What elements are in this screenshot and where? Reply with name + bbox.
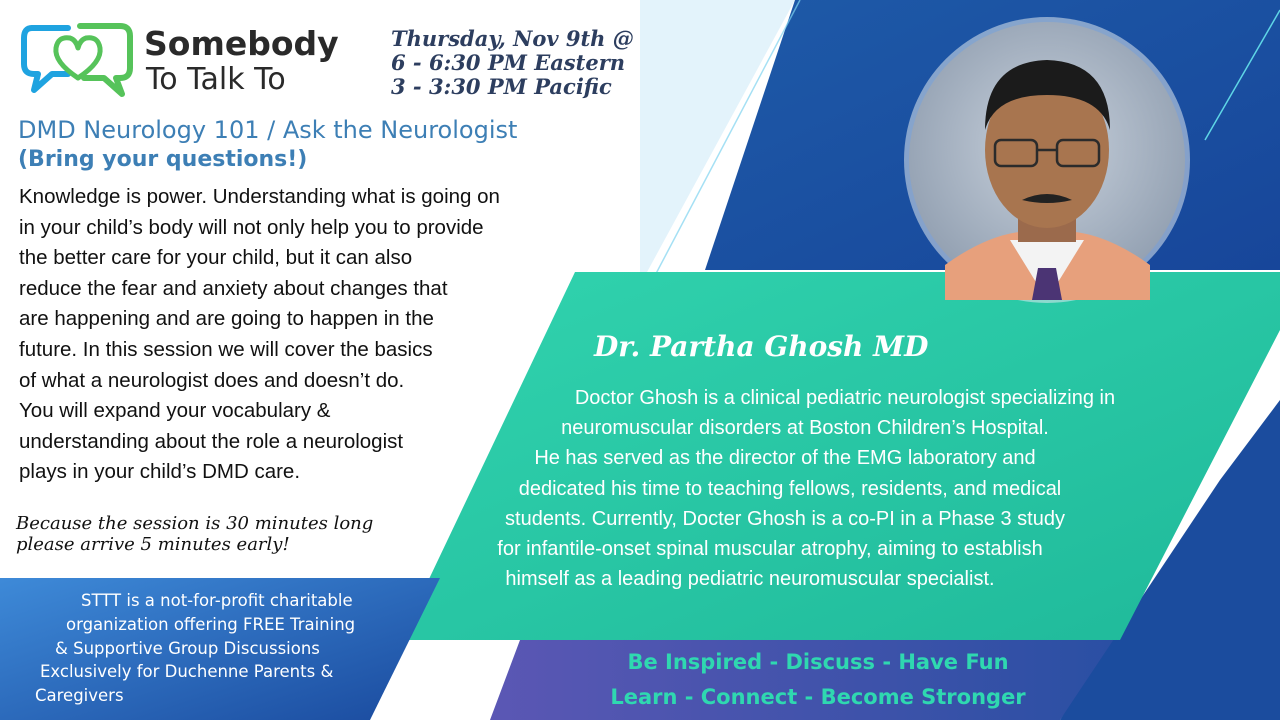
org-line: organization offering FREE Training [66,614,356,634]
speaker-name: Dr. Partha Ghosh MD [594,330,929,363]
bio-line: Doctor Ghosh is a clinical pediatric neurologist specializing in [574,387,1116,409]
description-line: You will expand your vocabulary & [19,399,331,423]
description-line: of what a neurologist does and doesn’t do. [19,368,405,392]
event-time-eastern: 6 - 6:30 PM Eastern [391,50,626,75]
org-line: Exclusively for Duchenne Parents & [40,662,334,682]
event-date: Thursday, Nov 9th @ [391,26,634,51]
tagline-line-1: Be Inspired - Discuss - Have Fun [627,650,1009,674]
description-line: reduce the fear and anxiety about changes that [19,276,448,300]
session-title: DMD Neurology 101 / Ask the Neurologist [18,116,518,144]
event-time-pacific: 3 - 3:30 PM Pacific [391,74,612,99]
bio-line: neuromuscular disorders at Boston Children’s Hospital. [561,417,1049,440]
logo-subtitle: To Talk To [146,62,286,97]
session-description [19,182,500,488]
session-subtitle: (Bring your questions!) [18,147,308,172]
bio-line: students. Currently, Docter Ghosh is a co-PI in a Phase 3 study [505,507,1065,530]
bio-line: himself as a leading pediatric neuromuscular specialist. [505,568,995,591]
org-line: Caregivers [35,686,124,706]
logo-title: Somebody [144,24,339,63]
bio-line: He has served as the director of the EMG laboratory and [534,447,1036,470]
tagline-line-2: Learn - Connect - Become Stronger [610,685,1026,709]
logo [18,20,348,100]
description-line: understanding about the role a neurologist [19,429,404,453]
description-line: in your child’s body will not only help you to provide [19,215,484,239]
event-schedule [391,27,634,99]
description-line: are happening and are going to happen in the [19,307,434,331]
description-line: Knowledge is power. Understanding what is going on [19,185,500,208]
speech-bubble-heart-icon [18,20,136,98]
organization-info [0,589,380,708]
speaker-photo [904,17,1190,303]
description-line: the better care for your child, but it can also [19,246,413,270]
description-line: future. In this session we will cover the basics [19,337,433,361]
note-line: Because the session is 30 minutes long [16,513,374,534]
arrival-note [16,513,373,555]
bio-line: dedicated his time to teaching fellows, residents, and medical [518,477,1062,500]
note-line: please arrive 5 minutes early! [16,534,290,555]
bio-line: for infantile-onset spinal muscular atrophy, aiming to establish [497,538,1043,561]
org-line: & Supportive Group Discussions [55,638,320,658]
org-line: STTT is a not-for-profit charitable [81,591,353,610]
speaker-bio [480,383,1170,594]
description-line: plays in your child’s DMD care. [19,460,301,484]
